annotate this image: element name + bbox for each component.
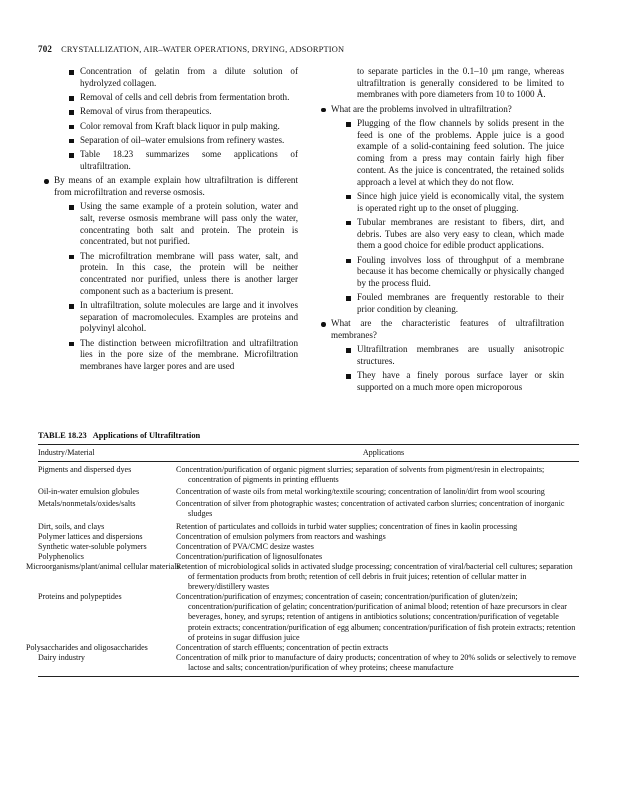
column-header-industry: Industry/Material bbox=[38, 445, 188, 462]
question-item: What are the problems involved in ultrafiltration? bbox=[320, 104, 564, 116]
list-item: Table 18.23 summarizes some applications of ultrafiltration. bbox=[67, 149, 298, 172]
table-row bbox=[38, 592, 579, 642]
applications-cell: Concentration/purification of enzymes; concentration of casein; concentration/purification of gluten/zein; concentration/purification of gelatin; concentration/purification of animal blood; retention of haze precursors in clear beverages, honey, and syrups; retention of antigens in antibiotics solutions; concentration/purification of vegetable protein extracts; concentration/purification of egg albumen; concentration/purification of fish protein extracts; retention of proteins in sugar diffusion juice bbox=[176, 592, 576, 642]
table-caption bbox=[38, 431, 200, 440]
answer-list bbox=[344, 344, 564, 393]
list-item: Concentration of gelatin from a dilute solution of hydrolyzed collagen. bbox=[67, 66, 298, 89]
applications-cell: Concentration/purification of organic pigment slurries; separation of solvents from pigment/resin in electropaints; concentration of pigments in printing effluents bbox=[176, 465, 545, 485]
running-header bbox=[38, 44, 344, 54]
table-row bbox=[38, 497, 579, 519]
list-item: Since high juice yield is economically vital, the system is operated right up to the onset of plugging. bbox=[344, 191, 564, 214]
table-row bbox=[38, 552, 579, 562]
table-row bbox=[38, 562, 579, 592]
applications-cell: Concentration of starch effluents; concentration of pectin extracts bbox=[176, 642, 389, 652]
list-item: Ultrafiltration membranes are usually anisotropic structures. bbox=[344, 344, 564, 367]
list-item: Using the same example of a protein solution, water and salt, reverse osmosis membrane will pass only the water, concentrating both salt and protein. The protein is concentrated, but not purified. bbox=[67, 201, 298, 248]
list-item: The microfiltration membrane will pass water, salt, and protein. In this case, the protein will be neither concentrated nor purified, unless there is another larger component such as a bacterium is present. bbox=[67, 251, 298, 298]
industry-cell: Polymer lattices and dispersions bbox=[38, 531, 143, 541]
industry-cell: Synthetic water-soluble polymers bbox=[38, 541, 147, 551]
applications-cell: Retention of particulates and colloids in turbid water supplies; concentration of fines in kaolin processing bbox=[176, 521, 518, 531]
list-item: In ultrafiltration, solute molecules are large and it involves separation of macromolecules. Examples are proteins and polyvinyl alcohol. bbox=[67, 300, 298, 335]
right-column bbox=[332, 66, 564, 396]
left-column bbox=[55, 66, 298, 375]
applications-cell: Concentration of waste oils from metal working/textile scouring; concentration of lanolin/dirt from wool scouring bbox=[176, 487, 545, 497]
top-bullet-list bbox=[67, 66, 298, 173]
table-row bbox=[38, 532, 579, 542]
list-item: Separation of oil–water emulsions from refinery wastes. bbox=[67, 135, 298, 147]
table-row bbox=[38, 542, 579, 552]
table-row bbox=[38, 485, 579, 497]
table-row bbox=[38, 520, 579, 532]
list-item: Removal of virus from therapeutics. bbox=[67, 106, 298, 118]
running-title: CRYSTALLIZATION, AIR–WATER OPERATIONS, DRYING, ADSORPTION bbox=[61, 45, 345, 54]
list-item: The distinction between microfiltration and ultrafiltration lies in the pore size of the membrane. Microfiltration membranes have larger pores and are used bbox=[67, 338, 298, 373]
industry-cell: Dairy industry bbox=[38, 653, 188, 677]
applications-cell: Concentration of PVA/CMC desize wastes bbox=[176, 541, 314, 551]
page-number: 702 bbox=[38, 44, 53, 54]
table-row bbox=[38, 643, 579, 653]
applications-table bbox=[26, 444, 579, 677]
applications-cell: Retention of microbiological solids in activated sludge processing; concentration of viral/bacterial cell cultures; separation of fermentation products from broth; retention of cell debris in fruit juices; retention of cellular matter in brewery/distillery wastes bbox=[176, 561, 573, 592]
industry-cell: Oil-in-water emulsion globules bbox=[38, 487, 140, 497]
table-header-row bbox=[38, 445, 579, 462]
paragraph-continuation: to separate particles in the 0.1–10 μm range, whereas ultrafiltration is generally considered to be limited to membranes with pore diameters from 10 to 1000 Å. bbox=[357, 66, 564, 100]
question-item: What are the characteristic features of ultrafiltration membranes? bbox=[320, 318, 564, 341]
list-item: Tubular membranes are resistant to fibers, dirt, and debris. Tubes are also very easy to clean, which made them a good choice for edible product applications. bbox=[344, 217, 564, 252]
industry-cell: Proteins and polypeptides bbox=[38, 592, 122, 602]
industry-cell: Polyphenolics bbox=[38, 551, 84, 561]
industry-cell: Pigments and dispersed dyes bbox=[38, 465, 132, 475]
table-row bbox=[38, 653, 579, 677]
applications-cell: Concentration of silver from photographic wastes; concentration of activated carbon slurries; concentration of inorganic sludges bbox=[176, 499, 565, 519]
continued-text bbox=[344, 66, 564, 101]
table-row bbox=[38, 462, 579, 486]
applications-cell: Concentration of emulsion polymers from reactors and washings bbox=[176, 531, 386, 541]
question-item: By means of an example explain how ultrafiltration is different from microfiltration and reverse osmosis. bbox=[43, 175, 298, 198]
column-header-applications: Applications bbox=[188, 445, 579, 462]
applications-cell: Concentration of milk prior to manufacture of dairy products; concentration of whey to 20% solids or selectively to remove lactose and salts; concentration/purification of whey proteins; cheese manufacture bbox=[188, 653, 579, 677]
list-item: Color removal from Kraft black liquor in pulp making. bbox=[67, 121, 298, 133]
table-label: TABLE 18.23 bbox=[38, 431, 87, 440]
list-item: Fouling involves loss of throughput of a membrane because it has become chemically or physically changed by the process fluid. bbox=[344, 255, 564, 290]
answer-list bbox=[344, 118, 564, 316]
list-item: Plugging of the flow channels by solids present in the feed is one of the problems. Apple juice is a good example of a solid-containing feed solution. The juice coming from a press may contain fairly high fiber content. As the juice is concentrated, the retained solids approach a level at which they do not flow. bbox=[344, 118, 564, 188]
list-item: Fouled membranes are frequently restorable to their prior condition by cleaning. bbox=[344, 292, 564, 315]
applications-cell: Concentration/purification of lignosulfonates bbox=[176, 551, 323, 561]
list-item: They have a finely porous surface layer or skin supported on a much more open microporous bbox=[344, 370, 564, 393]
industry-cell: Metals/nonmetals/oxides/salts bbox=[38, 499, 136, 509]
industry-cell: Dirt, soils, and clays bbox=[38, 521, 105, 531]
answer-list bbox=[67, 201, 298, 373]
industry-cell: Polysaccharides and oligosaccharides bbox=[26, 642, 148, 652]
table-title: Applications of Ultrafiltration bbox=[92, 431, 201, 440]
industry-cell: Microorganisms/plant/animal cellular materials bbox=[26, 561, 180, 571]
list-item: Removal of cells and cell debris from fermentation broth. bbox=[67, 92, 298, 104]
